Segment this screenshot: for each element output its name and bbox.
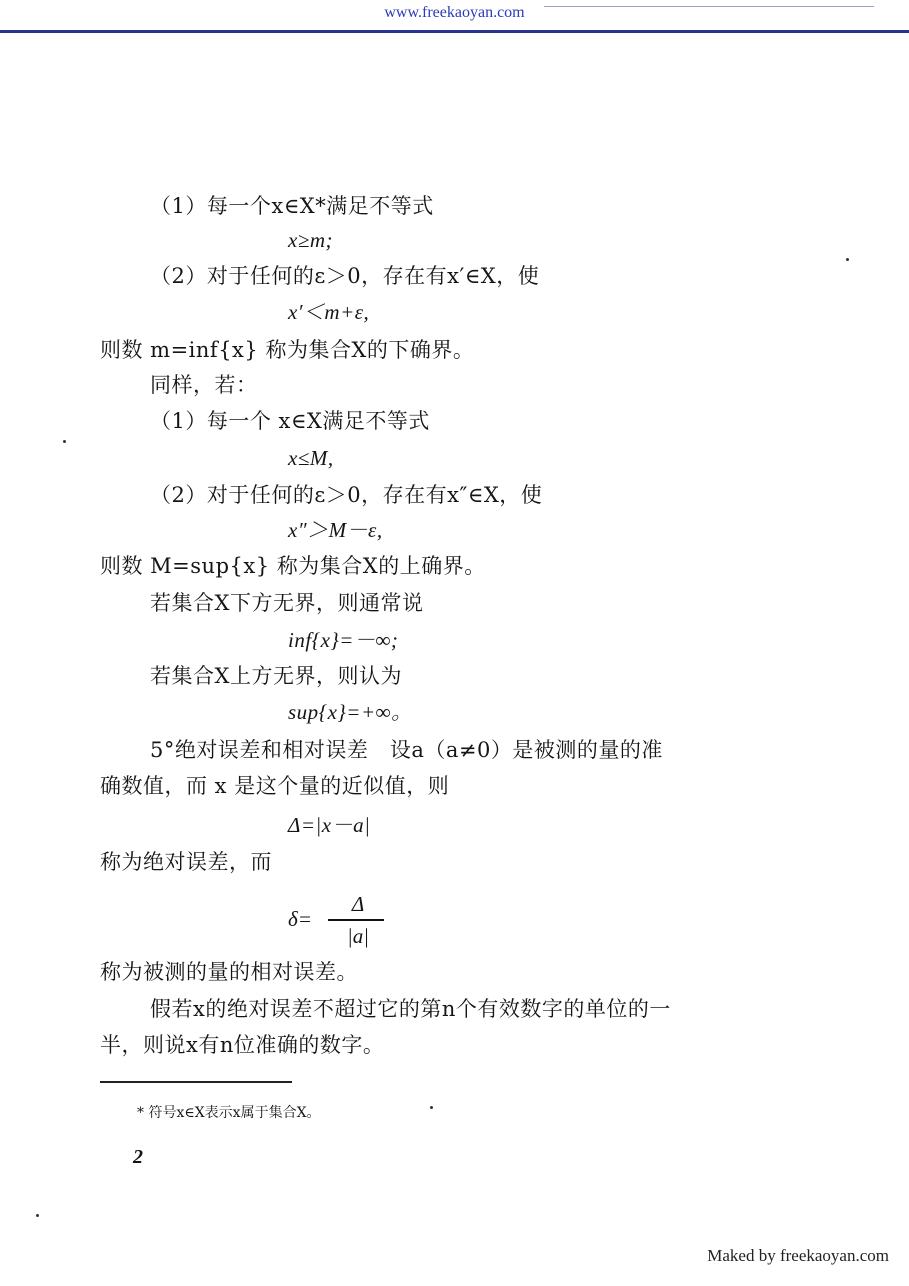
fraction-bar [328, 919, 384, 921]
scan-speck [36, 1214, 39, 1217]
text-line-3: （2）对于任何的ε＞0，存在有x′∈X，使 [150, 264, 540, 288]
text-line-12: 若集合X下方无界，则通常说 [150, 591, 424, 615]
relative-error-lhs: δ= [288, 907, 312, 931]
inequality-x-gt-M-eps: x″＞M－ε, [288, 518, 383, 542]
inf-minus-infinity: inf{x}=－∞; [288, 628, 399, 652]
relative-error-label: 称为被测的量的相对误差。 [100, 960, 358, 984]
scan-speck [846, 258, 849, 261]
inequality-x-le-M: x≤M, [288, 446, 334, 470]
relative-error-numerator: Δ [351, 892, 365, 916]
site-link[interactable]: www.freekaoyan.com [384, 4, 525, 21]
text-line-21: 假若x的绝对误差不超过它的第n个有效数字的单位的一 [150, 997, 671, 1021]
scan-speck [63, 440, 66, 443]
sup-plus-infinity: sup{x}=+∞。 [288, 700, 413, 724]
relative-error-denominator: |a| [346, 924, 370, 948]
supremum-definition: 则数 M=sup{x} 称为集合X的上确界。 [100, 554, 486, 578]
infimum-definition: 则数 m=inf{x} 称为集合X的下确界。 [100, 338, 475, 362]
footnote: * 符号x∈X表示x属于集合X。 [137, 1105, 321, 1121]
header-rule [0, 30, 909, 33]
significant-digits-definition: 半，则说x有n位准确的数字。 [100, 1033, 385, 1057]
text-line-7: （1）每一个 x∈X满足不等式 [150, 409, 430, 433]
absolute-error-label: 称为绝对误差，而 [100, 850, 272, 874]
text-line-17: 确数值，而 x 是这个量的近似值，则 [100, 774, 450, 798]
relative-error-formula [288, 892, 408, 952]
text-line-1: （1）每一个x∈X*满足不等式 [150, 194, 434, 218]
footer-credit: Maked by freekaoyan.com [707, 1246, 889, 1265]
section-heading-errors: 5°绝对误差和相对误差 设a（a≠0）是被测的量的准 [150, 738, 663, 762]
text-line-6: 同样，若： [150, 373, 258, 397]
page-number: 2 [133, 1146, 143, 1168]
inequality-x-ge-m: x≥m; [288, 228, 334, 252]
text-line-14: 若集合X上方无界，则认为 [150, 664, 402, 688]
inequality-x-lt-m-eps: x′＜m+ε, [288, 300, 370, 324]
footnote-rule [100, 1081, 292, 1083]
absolute-error-formula: Δ=|x－a| [288, 813, 371, 837]
text-line-9: （2）对于任何的ε＞0，存在有x″∈X，使 [150, 483, 543, 507]
scan-speck [430, 1106, 433, 1109]
